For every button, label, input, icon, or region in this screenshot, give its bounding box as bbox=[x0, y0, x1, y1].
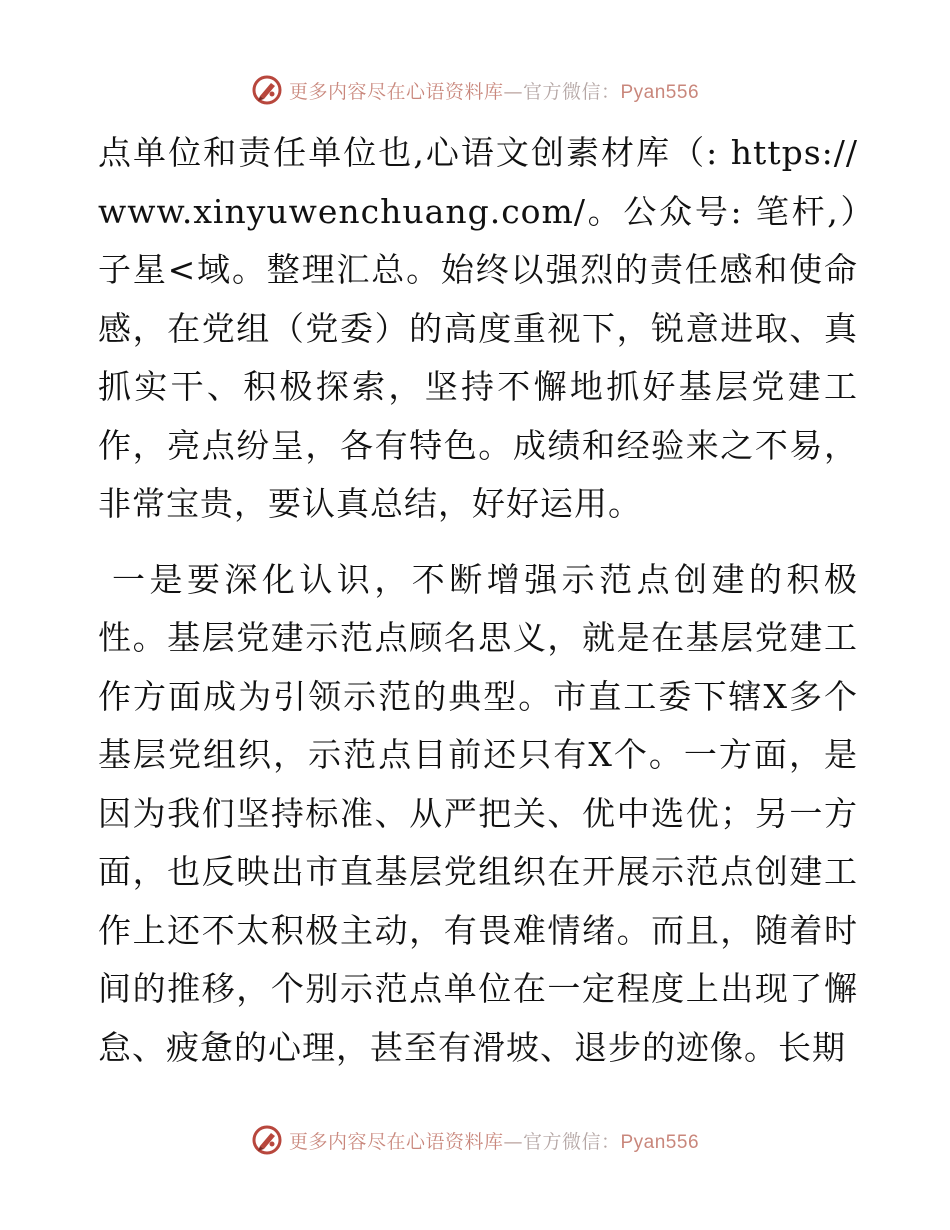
banner-text bbox=[289, 1127, 699, 1154]
document-body bbox=[98, 124, 858, 1077]
header-banner bbox=[0, 70, 950, 110]
pen-logo-icon bbox=[251, 1124, 283, 1156]
banner-separator: — bbox=[503, 1130, 523, 1153]
banner-text bbox=[289, 77, 699, 104]
banner-wechat-label: 官方微信： bbox=[522, 80, 621, 103]
pen-logo-icon bbox=[251, 74, 283, 106]
banner-title: 更多内容尽在心语资料库 bbox=[288, 1130, 504, 1153]
banner-separator: — bbox=[503, 80, 523, 103]
banner-title: 更多内容尽在心语资料库 bbox=[288, 80, 504, 103]
banner-wechat-id: Pyan556 bbox=[620, 1131, 700, 1153]
footer-banner bbox=[0, 1120, 950, 1160]
banner-wechat-label: 官方微信： bbox=[522, 1130, 621, 1153]
paragraph-1: 点单位和责任单位也,心语文创素材库（: https://www.xinyuwenchuang.com/。公众号: 笔杆,）子星<域。整理汇总。始终以强烈的责任感和使命感，在党组（党委）的高度重视下，锐意进取、真抓实干、积极探索，坚持不懈地抓好基层党建工作，亮点纷呈，各有特色。成绩和经验来之不易，非常宝贵，要认真总结，好好运用。 bbox=[98, 133, 858, 523]
paragraph-2: 一是要深化认识，不断增强示范点创建的积极性。基层党建示范点顾名思义，就是在基层党建工作方面成为引领示范的典型。市直工委下辖X多个基层党组织，示范点目前还只有X个。一方面，是因为我们坚持标准、从严把关、优中选优；另一方面，也反映出市直基层党组织在开展示范点创建工作上还不太积极主动，有畏难情绪。而且，随着时间的推移，个别示范点单位在一定程度上出现了懈怠、疲惫的心理，甚至有滑坡、退步的迹像。长期 bbox=[98, 559, 858, 1067]
banner-wechat-id: Pyan556 bbox=[620, 81, 700, 103]
